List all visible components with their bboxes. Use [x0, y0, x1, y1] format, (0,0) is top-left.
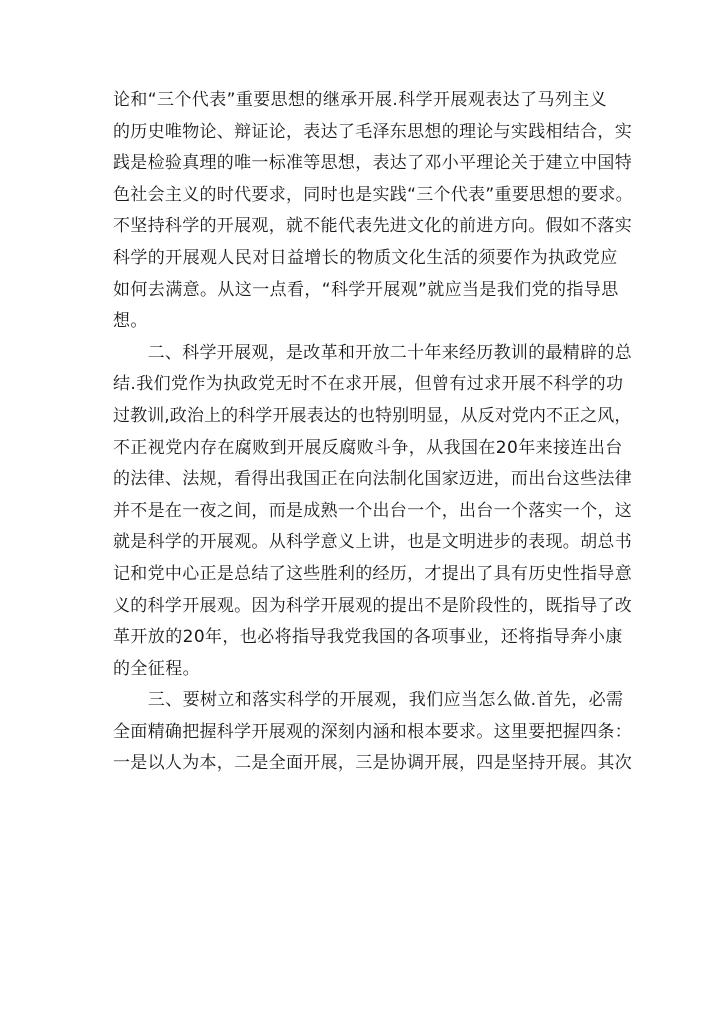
text-line: 的历史唯物论、辩证论，表达了毛泽东思想的理论与实践相结合，实 [113, 121, 632, 142]
text-line: 论和“三个代表”重要思想的继承开展.科学开展观表达了马列主义 [113, 90, 608, 110]
text-line: 一是以人为本，二是全面开展，三是协调开展，四是坚持开展。其次 [113, 753, 632, 774]
text-line: 过教训,政治上的科学开展表达的也特别明显，从反对党内不正之风， [113, 405, 632, 426]
text-line: 践是检验真理的唯一标准等思想，表达了邓小平理论关于建立中国特 [113, 153, 632, 174]
paragraph-start-line: 三、要树立和落实科学的开展观，我们应当怎么做.首先，必需 [113, 690, 624, 711]
text-line: 结.我们党作为执政党无时不在求开展，但曾有过求开展不科学的功 [113, 374, 624, 395]
text-line: 记和党中心正是总结了这些胜利的经历，才提出了具有历史性指导意 [113, 563, 632, 584]
text-line: 想。 [113, 311, 148, 332]
text-line: 不坚持科学的开展观，就不能代表先进文化的前进方向。假如不落实 [113, 216, 632, 237]
text-line: 革开放的20年，也必将指导我党我国的各项事业，还将指导奔小康 [113, 627, 623, 648]
paragraph-start-line: 二、科学开展观，是改革和开放二十年来经历教训的最精辟的总 [113, 342, 632, 363]
text-line: 义的科学开展观。因为科学开展观的提出不是阶段性的，既指导了改 [113, 595, 632, 616]
text-line: 就是科学的开展观。从科学意义上讲，也是文明进步的表现。胡总书 [113, 532, 632, 553]
text-line: 全面精确把握科学开展观的深刻内涵和根本要求。这里要把握四条： [113, 721, 632, 742]
text-line: 的全征程。 [113, 658, 200, 679]
text-line: 科学的开展观人民对日益增长的物质文化生活的须要作为执政党应 [113, 247, 618, 268]
text-line: 色社会主义的时代要求，同时也是实践“三个代表”重要思想的要求。 [113, 184, 633, 205]
text-line: 不正视党内存在腐败到开展反腐败斗争，从我国在20年来接连出台 [113, 437, 623, 458]
body-text [113, 85, 633, 780]
text-line: 的法律、法规，看得出我国正在向法制化国家迈进，而出台这些法律 [113, 469, 632, 490]
text-line: 并不是在一夜之间，而是成熟一个出台一个，出台一个落实一个，这 [113, 500, 632, 521]
text-line: 如何去满意。从这一点看，“科学开展观”就应当是我们党的指导思 [113, 279, 619, 300]
